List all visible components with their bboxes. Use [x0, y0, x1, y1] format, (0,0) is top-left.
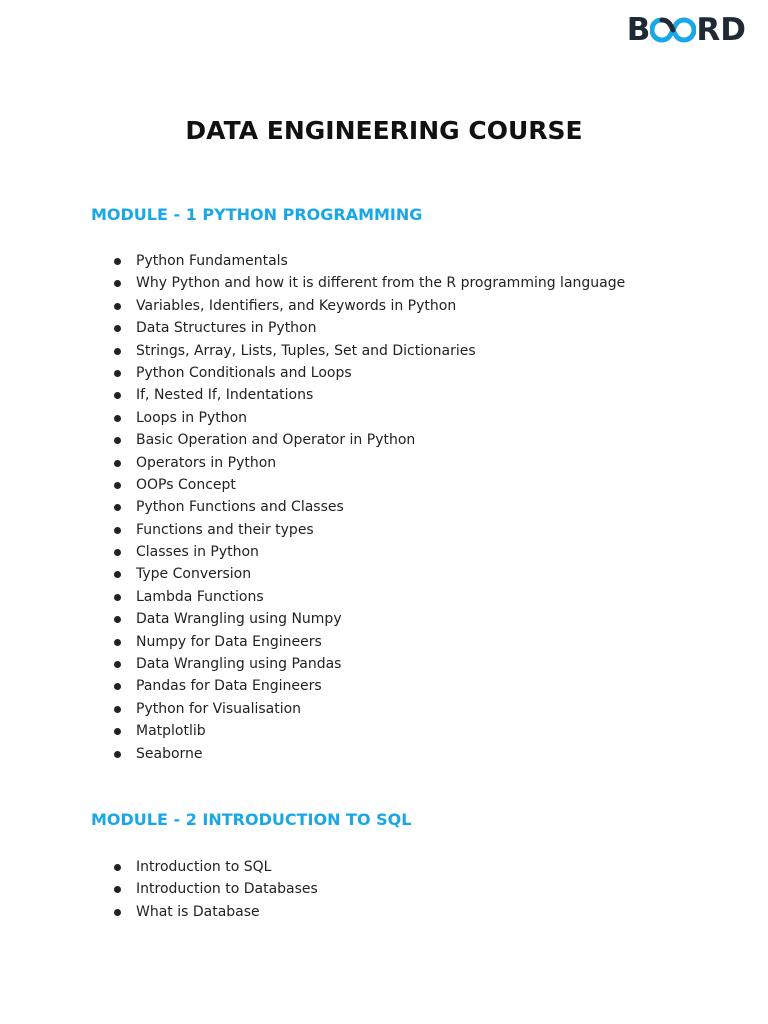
bullet-icon: [114, 370, 121, 377]
bullet-icon: [114, 437, 121, 444]
bullet-icon: [114, 616, 121, 623]
topic-label: Lambda Functions: [136, 588, 264, 605]
list-item: [112, 653, 625, 675]
list-item: [112, 340, 625, 362]
module-1-topic-list: [112, 250, 625, 765]
topic-label: Type Conversion: [136, 566, 252, 583]
topic-label: Matplotlib: [136, 723, 206, 740]
topic-label: What is Database: [136, 903, 260, 920]
bullet-icon: [114, 258, 121, 265]
bullet-icon: [114, 594, 121, 601]
bullet-icon: [114, 706, 121, 713]
topic-label: Data Wrangling using Pandas: [136, 656, 342, 673]
topic-label: Basic Operation and Operator in Python: [136, 432, 416, 449]
topic-label: Python Functions and Classes: [136, 499, 344, 516]
topic-label: Functions and their types: [136, 521, 314, 538]
list-item: [112, 608, 625, 630]
list-item: [112, 698, 625, 720]
list-item: [112, 631, 625, 653]
topic-label: Data Structures in Python: [136, 320, 317, 337]
topic-label: Operators in Python: [136, 454, 277, 471]
topic-label: Python Fundamentals: [136, 253, 288, 269]
list-item: [112, 563, 625, 585]
bullet-icon: [114, 661, 121, 668]
list-item: [112, 720, 625, 742]
topic-label: Introduction to SQL: [136, 859, 272, 875]
logo-infinity-icon: [650, 14, 696, 46]
list-item: [112, 272, 625, 294]
topic-label: Data Wrangling using Numpy: [136, 611, 342, 628]
topic-label: Loops in Python: [136, 409, 248, 426]
list-item: [112, 901, 318, 923]
list-item: [112, 496, 625, 518]
module-1-heading: MODULE - 1 PYTHON PROGRAMMING: [91, 205, 423, 224]
list-item: [112, 474, 625, 496]
list-item: [112, 541, 625, 563]
bullet-icon: [114, 639, 121, 646]
bullet-icon: [114, 751, 121, 758]
bullet-icon: [114, 549, 121, 556]
bullet-icon: [114, 325, 121, 332]
list-item: [112, 362, 625, 384]
list-item: [112, 250, 625, 272]
module-2-heading: MODULE - 2 INTRODUCTION TO SQL: [91, 810, 412, 829]
bullet-icon: [114, 527, 121, 534]
list-item: [112, 519, 625, 541]
bullet-icon: [114, 886, 121, 893]
bullet-icon: [114, 504, 121, 511]
list-item: [112, 675, 625, 697]
topic-label: Pandas for Data Engineers: [136, 678, 322, 695]
topic-label: Strings, Array, Lists, Tuples, Set and Dictionaries: [136, 342, 476, 359]
bullet-icon: [114, 460, 121, 467]
list-item: [112, 384, 625, 406]
topic-label: Seaborne: [136, 745, 203, 762]
topic-label: Introduction to Databases: [136, 881, 318, 898]
topic-label: Variables, Identifiers, and Keywords in Python: [136, 297, 457, 314]
list-item: [112, 407, 625, 429]
list-item: [112, 586, 625, 608]
topic-label: Python for Visualisation: [136, 700, 302, 717]
topic-label: If, Nested If, Indentations: [136, 387, 314, 404]
bullet-icon: [114, 571, 121, 578]
logo-letters-rd: RD: [696, 12, 746, 48]
bullet-icon: [114, 909, 121, 916]
topic-label: Python Conditionals and Loops: [136, 364, 352, 381]
list-item: [112, 317, 625, 339]
list-item: [112, 452, 625, 474]
bullet-icon: [114, 482, 121, 489]
list-item: [112, 295, 625, 317]
bullet-icon: [114, 415, 121, 422]
bullet-icon: [114, 348, 121, 355]
topic-label: Classes in Python: [136, 544, 259, 561]
list-item: [112, 743, 625, 765]
list-item: [112, 856, 318, 878]
logo-letter-b: B: [626, 12, 651, 48]
bullet-icon: [114, 303, 121, 310]
topic-label: Numpy for Data Engineers: [136, 633, 322, 650]
page-title: DATA ENGINEERING COURSE: [185, 116, 583, 145]
bullet-icon: [114, 392, 121, 399]
bullet-icon: [114, 728, 121, 735]
bullet-icon: [114, 683, 121, 690]
topic-label: OOPs Concept: [136, 476, 236, 493]
list-item: [112, 878, 318, 900]
topic-label: Why Python and how it is different from the R programming language: [136, 275, 626, 292]
brand-logo: [627, 14, 746, 46]
bullet-icon: [114, 280, 121, 287]
module-2-topic-list: [112, 856, 318, 923]
bullet-icon: [114, 864, 121, 871]
list-item: [112, 429, 625, 451]
